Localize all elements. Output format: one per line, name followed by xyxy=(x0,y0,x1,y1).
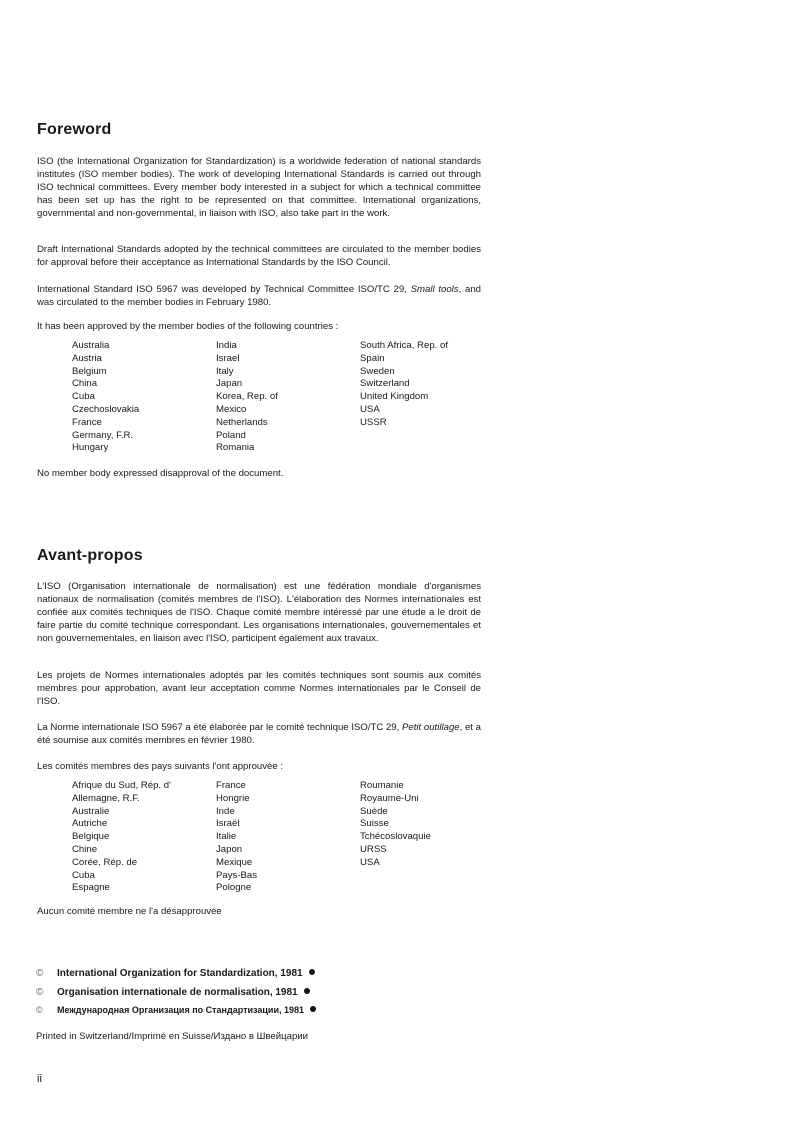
country-item: URSS xyxy=(360,843,387,855)
country-item: Cuba xyxy=(72,869,95,881)
country-item: Korea, Rep. of xyxy=(216,391,278,403)
country-item: China xyxy=(72,378,98,390)
en-country-column-2 xyxy=(216,340,278,455)
bullet-icon xyxy=(309,969,315,975)
country-item: Pologne xyxy=(216,882,252,894)
country-item: Switzerland xyxy=(360,378,410,390)
country-item: Netherlands xyxy=(216,416,268,428)
country-item: Austria xyxy=(72,352,102,364)
country-item: USA xyxy=(360,403,380,415)
printed-in: Printed in Switzerland/Imprimé en Suisse/Издано в Швейцарии xyxy=(36,1031,308,1042)
development-prefix: International Standard ISO 5967 was developed by Technical Committee ISO/TC 29, xyxy=(37,284,411,295)
copyright-text-en: International Organization for Standardization, 1981 xyxy=(57,968,303,979)
fr-country-column-1 xyxy=(72,780,171,895)
country-item: Australia xyxy=(72,340,110,351)
country-item: Suisse xyxy=(360,818,389,830)
country-item: Israël xyxy=(216,818,240,830)
country-item: Japan xyxy=(216,378,243,390)
foreword-paragraph-1: ISO (the International Organization for Standardization) is a worldwide federation of national standards institutes (ISO member bodies). The work of developing International Standards is carried out through ISO technical committees. Every member body interested in a subject for which a technical committee has been set up has the right to be represented on that committee. International organizations, governmental and non-governmental, in liaison with ISO, also take part in the work. xyxy=(37,156,481,219)
avant-propos-paragraph-2: Les projets de Normes internationales adoptés par les comités techniques sont soumis aux comités membres pour approbation, avant leur acceptation comme Normes internationales par le Conseil de l'ISO. xyxy=(37,670,481,707)
country-item: Belgique xyxy=(72,831,110,843)
country-item: France xyxy=(72,416,102,428)
copyright-line-en xyxy=(36,968,315,979)
development-title-fr: Petit outillage xyxy=(402,722,460,733)
development-suffix-fr: , et a été soumise aux comités membres en février 1980. xyxy=(37,722,481,746)
country-item: Suède xyxy=(360,805,388,817)
development-suffix: , and was circulated to the member bodies in February 1980. xyxy=(37,284,481,308)
country-item: Spain xyxy=(360,352,385,364)
foreword-approval-intro: It has been approved by the member bodies of the following countries : xyxy=(37,321,339,332)
country-item: Allemagne, R.F. xyxy=(72,792,140,804)
country-item: Espagne xyxy=(72,882,110,894)
copyright-icon: © xyxy=(36,968,44,979)
country-item: Italy xyxy=(216,365,234,377)
country-item: Germany, F.R. xyxy=(72,429,134,441)
country-item: Romania xyxy=(216,442,255,454)
country-item: Chine xyxy=(72,843,98,855)
country-item: USA xyxy=(360,856,380,868)
country-item: USSR xyxy=(360,416,387,428)
country-item: Tchécoslovaquie xyxy=(360,831,431,843)
country-item: Autriche xyxy=(72,818,108,830)
country-item: Afrique du Sud, Rép. d' xyxy=(72,780,171,791)
country-item: United Kingdom xyxy=(360,391,429,403)
copyright-icon: © xyxy=(36,987,44,998)
country-item: India xyxy=(216,340,237,351)
bullet-icon xyxy=(310,1006,316,1012)
country-item: Inde xyxy=(216,805,235,817)
avant-propos-approval-intro: Les comités membres des pays suivants l'ont approuvée : xyxy=(37,761,284,772)
foreword-paragraph-2: Draft International Standards adopted by the technical committees are circulated to the member bodies for approval before their acceptance as International Standards by the ISO Council. xyxy=(37,244,481,268)
country-item: Hongrie xyxy=(216,792,250,804)
avant-propos-development xyxy=(37,721,481,747)
country-item: Poland xyxy=(216,429,246,441)
fr-country-column-3 xyxy=(360,780,431,870)
foreword-heading: Foreword xyxy=(37,121,112,138)
copyright-icon: © xyxy=(36,1005,43,1015)
bullet-icon xyxy=(304,988,310,994)
copyright-line-fr xyxy=(36,987,310,998)
country-item: Japon xyxy=(216,843,243,855)
foreword-disapproval: No member body expressed disapproval of the document. xyxy=(37,468,284,479)
country-item: Mexique xyxy=(216,856,253,868)
country-item: Pays-Bas xyxy=(216,869,258,881)
avant-propos-disapproval: Aucun comité membre ne l'a désapprouvée xyxy=(37,906,222,917)
country-item: Roumanie xyxy=(360,780,404,791)
country-item: Royaume-Uni xyxy=(360,792,419,804)
foreword-development xyxy=(37,283,481,309)
avant-propos-heading: Avant-propos xyxy=(37,547,143,564)
development-title: Small tools xyxy=(410,284,459,295)
country-item: Hungary xyxy=(72,442,109,454)
copyright-text-fr: Organisation internationale de normalisation, 1981 xyxy=(57,987,298,998)
country-item: Cuba xyxy=(72,391,95,403)
fr-country-column-2 xyxy=(216,780,257,895)
copyright-line-ru xyxy=(36,1005,316,1015)
country-item: France xyxy=(216,780,246,791)
copyright-text-ru: Международная Организация по Стандартизации, 1981 xyxy=(57,1005,305,1015)
country-item: Czechoslovakia xyxy=(72,403,140,415)
country-item: Australie xyxy=(72,805,110,817)
country-item: Sweden xyxy=(360,365,395,377)
page-number: ii xyxy=(37,1073,42,1085)
country-item: South Africa, Rep. of xyxy=(360,340,448,351)
avant-propos-paragraph-1: L'ISO (Organisation internationale de normalisation) est une fédération mondiale d'organismes nationaux de normalisation (comités membres de l'ISO). L'élaboration des Normes internationales est confiée aux comités techniques de l'ISO. Chaque comité membre intéressé par une étude a le droit de faire partie du comité technique correspondant. Les organisations internationales, gouvernementales et non gouvernementales, en liaison avec l'ISO, participent également aux travaux. xyxy=(37,581,481,644)
development-prefix-fr: La Norme internationale ISO 5967 a été élaborée par le comité technique ISO/TC 29, xyxy=(37,722,402,733)
country-item: Belgium xyxy=(72,365,107,377)
country-item: Italie xyxy=(216,831,237,843)
country-item: Corée, Rép. de xyxy=(72,856,138,868)
en-country-column-3 xyxy=(360,340,448,430)
country-item: Israel xyxy=(216,352,240,364)
country-item: Mexico xyxy=(216,403,247,415)
en-country-column-1 xyxy=(72,340,139,455)
